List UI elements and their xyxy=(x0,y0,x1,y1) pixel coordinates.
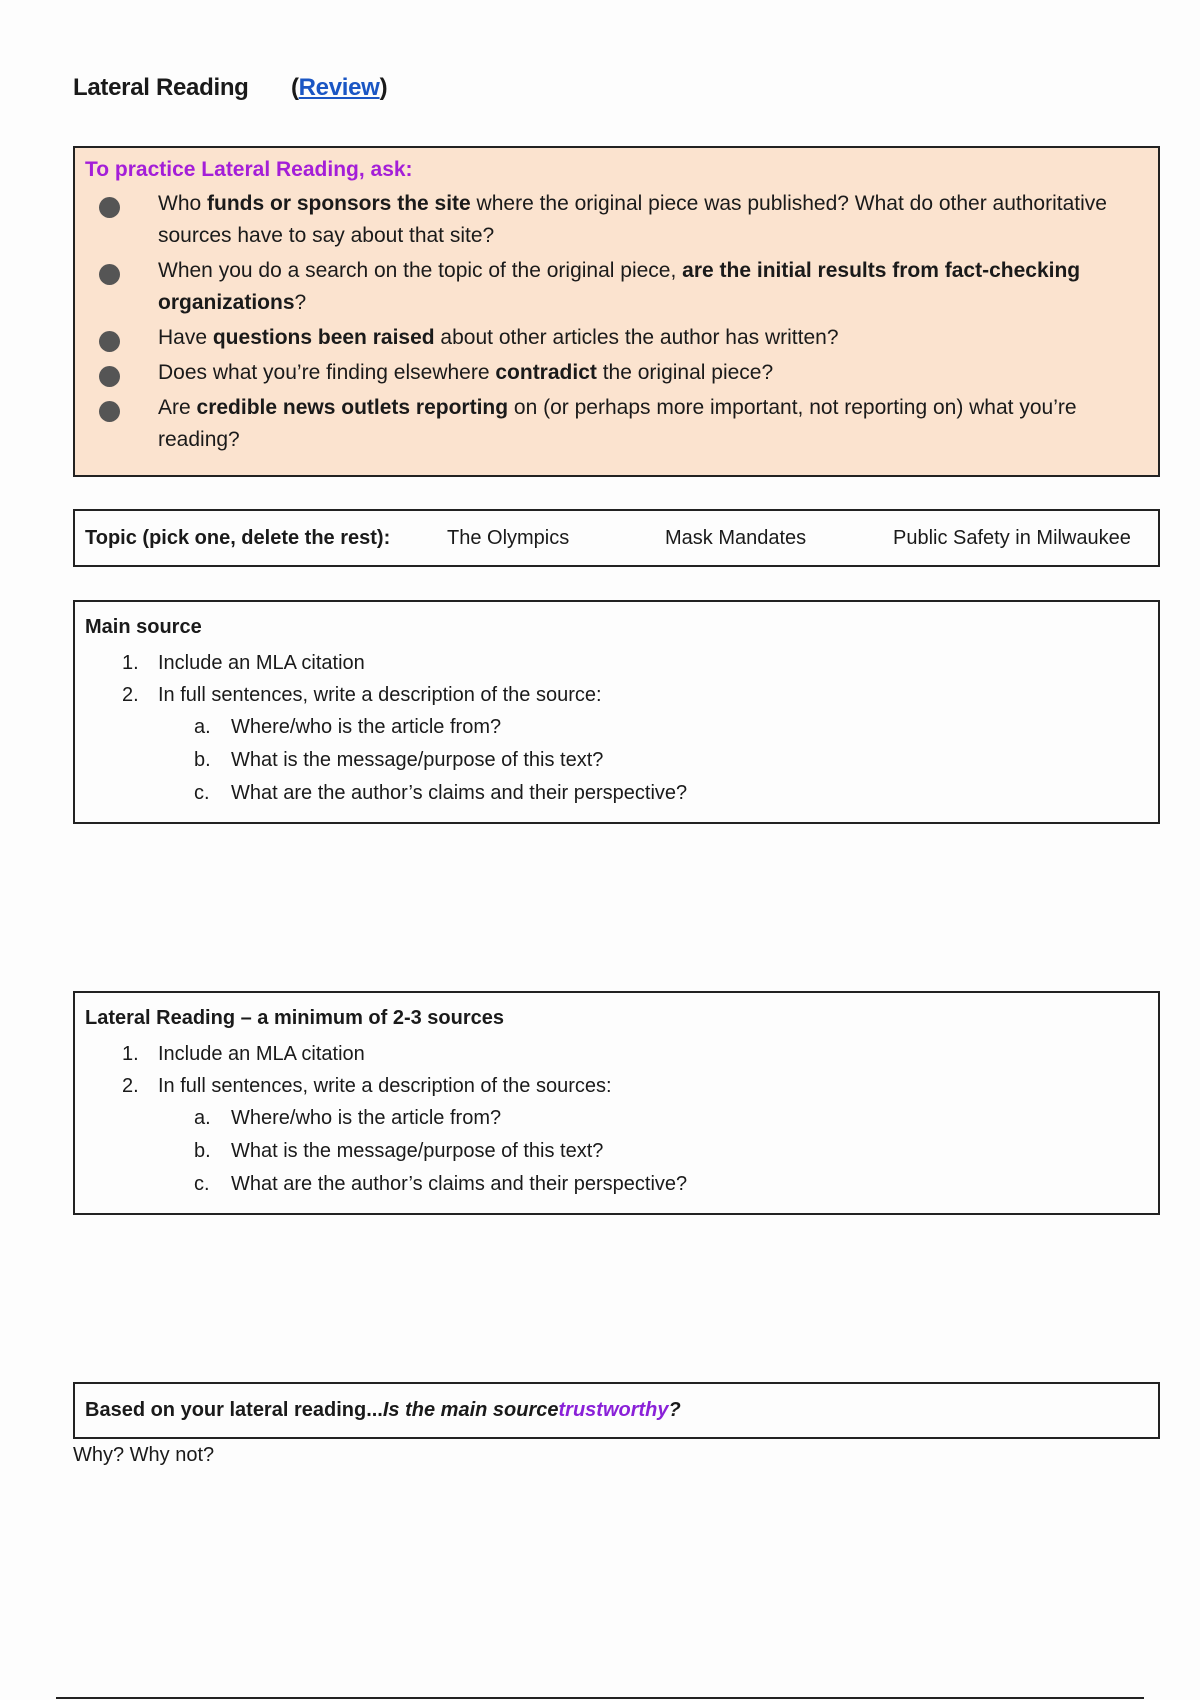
topic-label: Topic (pick one, delete the rest): xyxy=(85,526,391,549)
list-marker: c. xyxy=(194,1173,210,1195)
title-text: Lateral Reading xyxy=(73,74,249,101)
list-text: What is the message/purpose of this text? xyxy=(231,1140,604,1162)
list-marker: a. xyxy=(194,716,211,738)
page-title xyxy=(73,74,387,102)
tip-item xyxy=(85,322,1148,354)
tip-text: ? xyxy=(294,291,307,314)
main-source-box xyxy=(73,600,1160,824)
tip-item xyxy=(85,255,1148,319)
sub-list-item xyxy=(158,744,1148,777)
tip-text: Are xyxy=(158,396,197,419)
review-open-paren: ( xyxy=(290,74,299,101)
list-marker: b. xyxy=(194,749,211,771)
tip-bold: questions been raised xyxy=(212,326,435,349)
sub-list-item xyxy=(158,711,1148,744)
lateral-reading-tips-box xyxy=(73,146,1160,477)
lateral-tips-heading: To practice Lateral Reading, ask: xyxy=(85,158,413,181)
list-text: Where/who is the article from? xyxy=(231,1107,502,1129)
topic-option-mask-mandates[interactable]: Mask Mandates xyxy=(665,526,807,549)
tip-text: on (or perhaps more important, not reporting on) what you’re reading? xyxy=(158,396,1077,451)
conclusion-end: ? xyxy=(668,1399,681,1421)
conclusion-question: Is the main source xyxy=(382,1399,559,1421)
sub-list-item xyxy=(158,1102,1148,1135)
list-item xyxy=(85,1038,1148,1070)
topic-box xyxy=(73,509,1160,567)
list-text: Include an MLA citation xyxy=(158,1043,365,1065)
lateral-sources-title: Lateral Reading – a minimum of 2-3 sources xyxy=(85,1007,505,1029)
conclusion-prefix: Based on your lateral reading... xyxy=(85,1399,383,1421)
tip-text: about other articles the author has written? xyxy=(434,326,839,349)
list-text: In full sentences, write a description of the sources: xyxy=(158,1075,612,1097)
tip-text: the original piece? xyxy=(596,361,774,384)
list-marker: 2. xyxy=(122,684,139,706)
list-text: In full sentences, write a description of the source: xyxy=(158,684,602,706)
bottom-divider xyxy=(56,1697,1144,1699)
trustworthy-question-box xyxy=(73,1382,1160,1439)
list-marker: a. xyxy=(194,1107,211,1129)
review-link[interactable]: Review xyxy=(298,74,380,101)
tip-item xyxy=(85,392,1148,456)
tip-item xyxy=(85,188,1148,252)
main-source-list xyxy=(85,647,1148,810)
lateral-sources-sublist xyxy=(158,1102,1148,1201)
list-marker: 2. xyxy=(122,1075,139,1097)
list-item xyxy=(85,647,1148,679)
list-item xyxy=(85,679,1148,810)
list-text: What are the author’s claims and their perspective? xyxy=(231,782,688,804)
tip-bold: funds or sponsors the site xyxy=(207,192,471,215)
list-marker: b. xyxy=(194,1140,211,1162)
tip-text: When you do a search on the topic of the original piece, xyxy=(158,259,683,282)
list-marker: 1. xyxy=(122,1043,139,1065)
sub-list-item xyxy=(158,1168,1148,1201)
sub-list-item xyxy=(158,777,1148,810)
why-prompt: Why? Why not? xyxy=(73,1444,215,1466)
list-marker: c. xyxy=(194,782,210,804)
tip-text: where the original piece was published? What do other authoritative sources have to say about that site? xyxy=(158,192,1107,247)
conclusion-accent: trustworthy xyxy=(558,1399,669,1421)
sub-list-item xyxy=(158,1135,1148,1168)
list-text: Include an MLA citation xyxy=(158,652,365,674)
tip-bold: are the initial results from fact-checking organizations xyxy=(158,259,1081,314)
tip-bold: contradict xyxy=(495,361,597,384)
topic-option-olympics[interactable]: The Olympics xyxy=(447,526,570,549)
topic-option-public-safety[interactable]: Public Safety in Milwaukee xyxy=(893,526,1131,549)
lateral-sources-box xyxy=(73,991,1160,1215)
lateral-sources-list xyxy=(85,1038,1148,1201)
tip-text: Does what you’re finding elsewhere xyxy=(158,361,496,384)
tip-item xyxy=(85,357,1148,389)
list-text: What is the message/purpose of this text? xyxy=(231,749,604,771)
review-wrap xyxy=(291,74,387,101)
main-source-sublist xyxy=(158,711,1148,810)
tip-text: Who xyxy=(158,192,208,215)
list-text: What are the author’s claims and their perspective? xyxy=(231,1173,688,1195)
review-close-paren: ) xyxy=(379,74,388,101)
lateral-tips-list xyxy=(85,188,1148,456)
main-source-title: Main source xyxy=(85,616,202,638)
list-item xyxy=(85,1070,1148,1201)
tip-bold: credible news outlets reporting xyxy=(196,396,509,419)
tip-text: Have xyxy=(158,326,213,349)
list-marker: 1. xyxy=(122,652,139,674)
list-text: Where/who is the article from? xyxy=(231,716,502,738)
